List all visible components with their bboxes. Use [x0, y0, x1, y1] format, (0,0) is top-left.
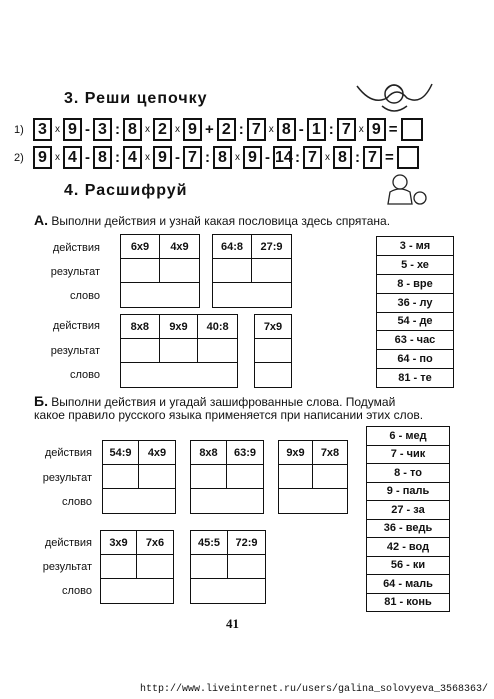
result-cell[interactable] — [160, 339, 199, 363]
result-cell[interactable] — [228, 555, 265, 579]
chain-row-1 — [14, 118, 424, 141]
number-box: 14 — [273, 146, 292, 169]
number-box: 9 — [153, 146, 172, 169]
label-word-a2: слово — [70, 369, 100, 381]
legend-b — [366, 426, 450, 612]
number-box: 8 — [277, 118, 296, 141]
multiply-operator: x — [55, 124, 60, 135]
number-box: 7 — [247, 118, 266, 141]
action-cell: 27:9 — [252, 235, 291, 259]
label-result-a2: результат — [50, 345, 100, 357]
number-box: 9 — [63, 118, 82, 141]
word-cell[interactable] — [103, 489, 175, 513]
number-box: 8 — [93, 146, 112, 169]
task-b-letter: Б. — [34, 393, 48, 409]
label-actions-b2: действия — [44, 537, 92, 549]
legend-item: 8 - вре — [377, 275, 453, 294]
number-box: 9 — [183, 118, 202, 141]
legend-a — [376, 236, 454, 388]
number-box: 8 — [213, 146, 232, 169]
number-box: 7 — [183, 146, 202, 169]
grid-a3 — [120, 314, 238, 388]
operator: : — [328, 121, 334, 138]
result-cell[interactable] — [227, 465, 263, 489]
action-cell: 7x9 — [255, 315, 291, 339]
label-word-b1: слово — [62, 496, 92, 508]
result-cell[interactable] — [121, 339, 160, 363]
answer-box[interactable] — [401, 118, 423, 141]
result-cell[interactable] — [213, 259, 252, 283]
task-a-text: Выполни действия и узнай какая пословица здесь спрятана. — [51, 214, 391, 228]
number-box: 2 — [153, 118, 172, 141]
multiply-operator: x — [235, 152, 240, 163]
word-cell[interactable] — [279, 489, 347, 513]
child-with-ball-icon — [378, 172, 428, 208]
action-cell: 7x8 — [313, 441, 347, 465]
action-cell: 40:8 — [198, 315, 237, 339]
result-cell[interactable] — [313, 465, 347, 489]
operator: = — [388, 121, 398, 138]
action-cell: 7x6 — [137, 531, 173, 555]
action-cell: 8x8 — [191, 441, 227, 465]
result-cell[interactable] — [279, 465, 313, 489]
operator: : — [238, 121, 244, 138]
answer-box[interactable] — [397, 146, 419, 169]
legend-item: 64 - по — [377, 350, 453, 369]
grid-a2 — [212, 234, 292, 308]
task-b-instruction-1 — [34, 393, 395, 409]
section-4-title: 4. Расшифруй — [64, 182, 188, 199]
number-box: 8 — [333, 146, 352, 169]
action-cell: 9x9 — [160, 315, 199, 339]
number-box: 9 — [243, 146, 262, 169]
label-actions-a1: действия — [52, 242, 100, 254]
legend-item: 81 - конь — [384, 596, 432, 609]
task-a-instruction — [34, 212, 390, 228]
legend-item: 9 - паль — [367, 483, 449, 502]
number-box: 4 — [63, 146, 82, 169]
operator: - — [85, 121, 90, 138]
number-box: 3 — [33, 118, 52, 141]
multiply-operator: x — [358, 124, 364, 135]
legend-item: 6 - мед — [367, 427, 449, 446]
task-a-letter: А. — [34, 212, 48, 228]
grid-b2 — [190, 440, 264, 514]
result-cell[interactable] — [137, 555, 173, 579]
result-cell[interactable] — [191, 465, 227, 489]
section-3-title: 3. Реши цепочку — [64, 90, 208, 107]
footer-url: http://www.liveinternet.ru/users/galina_solovyeva_3568363/ — [140, 684, 489, 695]
number-box: 4 — [123, 146, 142, 169]
result-cell[interactable] — [121, 259, 160, 283]
grid-a4 — [254, 314, 292, 388]
number-box: 2 — [217, 118, 236, 141]
word-cell[interactable] — [191, 579, 265, 603]
legend-item: 42 - вод — [367, 538, 449, 557]
grid-b1 — [102, 440, 176, 514]
chain-row-2 — [14, 146, 420, 169]
label-result-b2: результат — [42, 561, 92, 573]
operator: - — [85, 149, 90, 166]
action-cell: 4x9 — [160, 235, 199, 259]
word-cell[interactable] — [121, 363, 237, 387]
action-cell: 9x9 — [279, 441, 313, 465]
legend-item: 54 - де — [377, 313, 453, 332]
operator: : — [115, 149, 120, 166]
grid-b4 — [100, 530, 174, 604]
legend-item: 36 - лу — [377, 294, 453, 313]
word-cell[interactable] — [213, 283, 291, 307]
action-cell: 6x9 — [121, 235, 160, 259]
legend-item: 7 - чик — [367, 446, 449, 465]
legend-item: 64 - маль — [367, 575, 449, 594]
multiply-operator: x — [145, 152, 150, 163]
action-cell: 3x9 — [101, 531, 137, 555]
legend-item: 27 - за — [367, 501, 449, 520]
page-number: 41 — [226, 616, 239, 631]
word-cell[interactable] — [255, 363, 291, 387]
child-illustration-icon — [352, 76, 437, 116]
operator: - — [175, 149, 180, 166]
label-actions-b1: действия — [44, 447, 92, 459]
label-word-b2: слово — [62, 585, 92, 597]
operator: : — [205, 149, 210, 166]
result-cell[interactable] — [103, 465, 139, 489]
operator: - — [298, 121, 304, 138]
action-cell: 64:8 — [213, 235, 252, 259]
legend-item: 56 - ки — [367, 557, 449, 576]
label-actions-a2: действия — [52, 320, 100, 332]
operator: : — [295, 149, 300, 166]
word-cell[interactable] — [101, 579, 173, 603]
number-box: 1 — [307, 118, 326, 141]
legend-item: 36 - ведь — [367, 520, 449, 539]
legend-item: 3 - мя — [377, 237, 453, 256]
legend-item: 8 - то — [367, 464, 449, 483]
label-result-b1: результат — [42, 472, 92, 484]
action-cell: 8x8 — [121, 315, 160, 339]
word-cell[interactable] — [121, 283, 199, 307]
action-cell: 63:9 — [227, 441, 263, 465]
multiply-operator: x — [325, 152, 330, 163]
number-box: 8 — [123, 118, 142, 141]
result-cell[interactable] — [255, 339, 291, 363]
operator: = — [385, 149, 394, 166]
chain-label-1: 1) — [14, 123, 24, 136]
operator: : — [115, 121, 120, 138]
result-cell[interactable] — [101, 555, 137, 579]
grid-a1 — [120, 234, 200, 308]
multiply-operator: x — [145, 124, 150, 135]
action-cell: 45:5 — [191, 531, 228, 555]
number-box: 7 — [337, 118, 356, 141]
operator: + — [205, 121, 214, 138]
number-box: 9 — [33, 146, 52, 169]
grid-b3 — [278, 440, 348, 514]
legend-item: 63 - час — [377, 331, 453, 350]
grid-b5 — [190, 530, 266, 604]
label-word-a1: слово — [70, 290, 100, 302]
legend-item: 81 - те — [398, 372, 432, 385]
action-cell: 4x9 — [139, 441, 175, 465]
result-cell[interactable] — [139, 465, 175, 489]
number-box: 9 — [367, 118, 386, 141]
result-cell[interactable] — [160, 259, 199, 283]
result-cell[interactable] — [252, 259, 291, 283]
multiply-operator: x — [268, 124, 274, 135]
action-cell: 54:9 — [103, 441, 139, 465]
result-cell[interactable] — [191, 555, 228, 579]
operator: : — [355, 149, 360, 166]
legend-item: 5 - хе — [377, 256, 453, 275]
task-b-instruction-2: какое правило русского языка применяется при написании этих слов. — [34, 408, 424, 422]
operator: - — [265, 149, 270, 166]
number-box: 3 — [93, 118, 112, 141]
number-box: 7 — [303, 146, 322, 169]
multiply-operator: x — [55, 152, 60, 163]
label-result-a1: результат — [50, 266, 100, 278]
multiply-operator: x — [175, 124, 180, 135]
action-cell: 72:9 — [228, 531, 265, 555]
result-cell[interactable] — [198, 339, 237, 363]
word-cell[interactable] — [191, 489, 263, 513]
chain-label-2: 2) — [14, 151, 24, 164]
number-box: 7 — [363, 146, 382, 169]
task-b-text-1: Выполни действия и угадай зашифрованные слова. Подумай — [51, 395, 396, 409]
